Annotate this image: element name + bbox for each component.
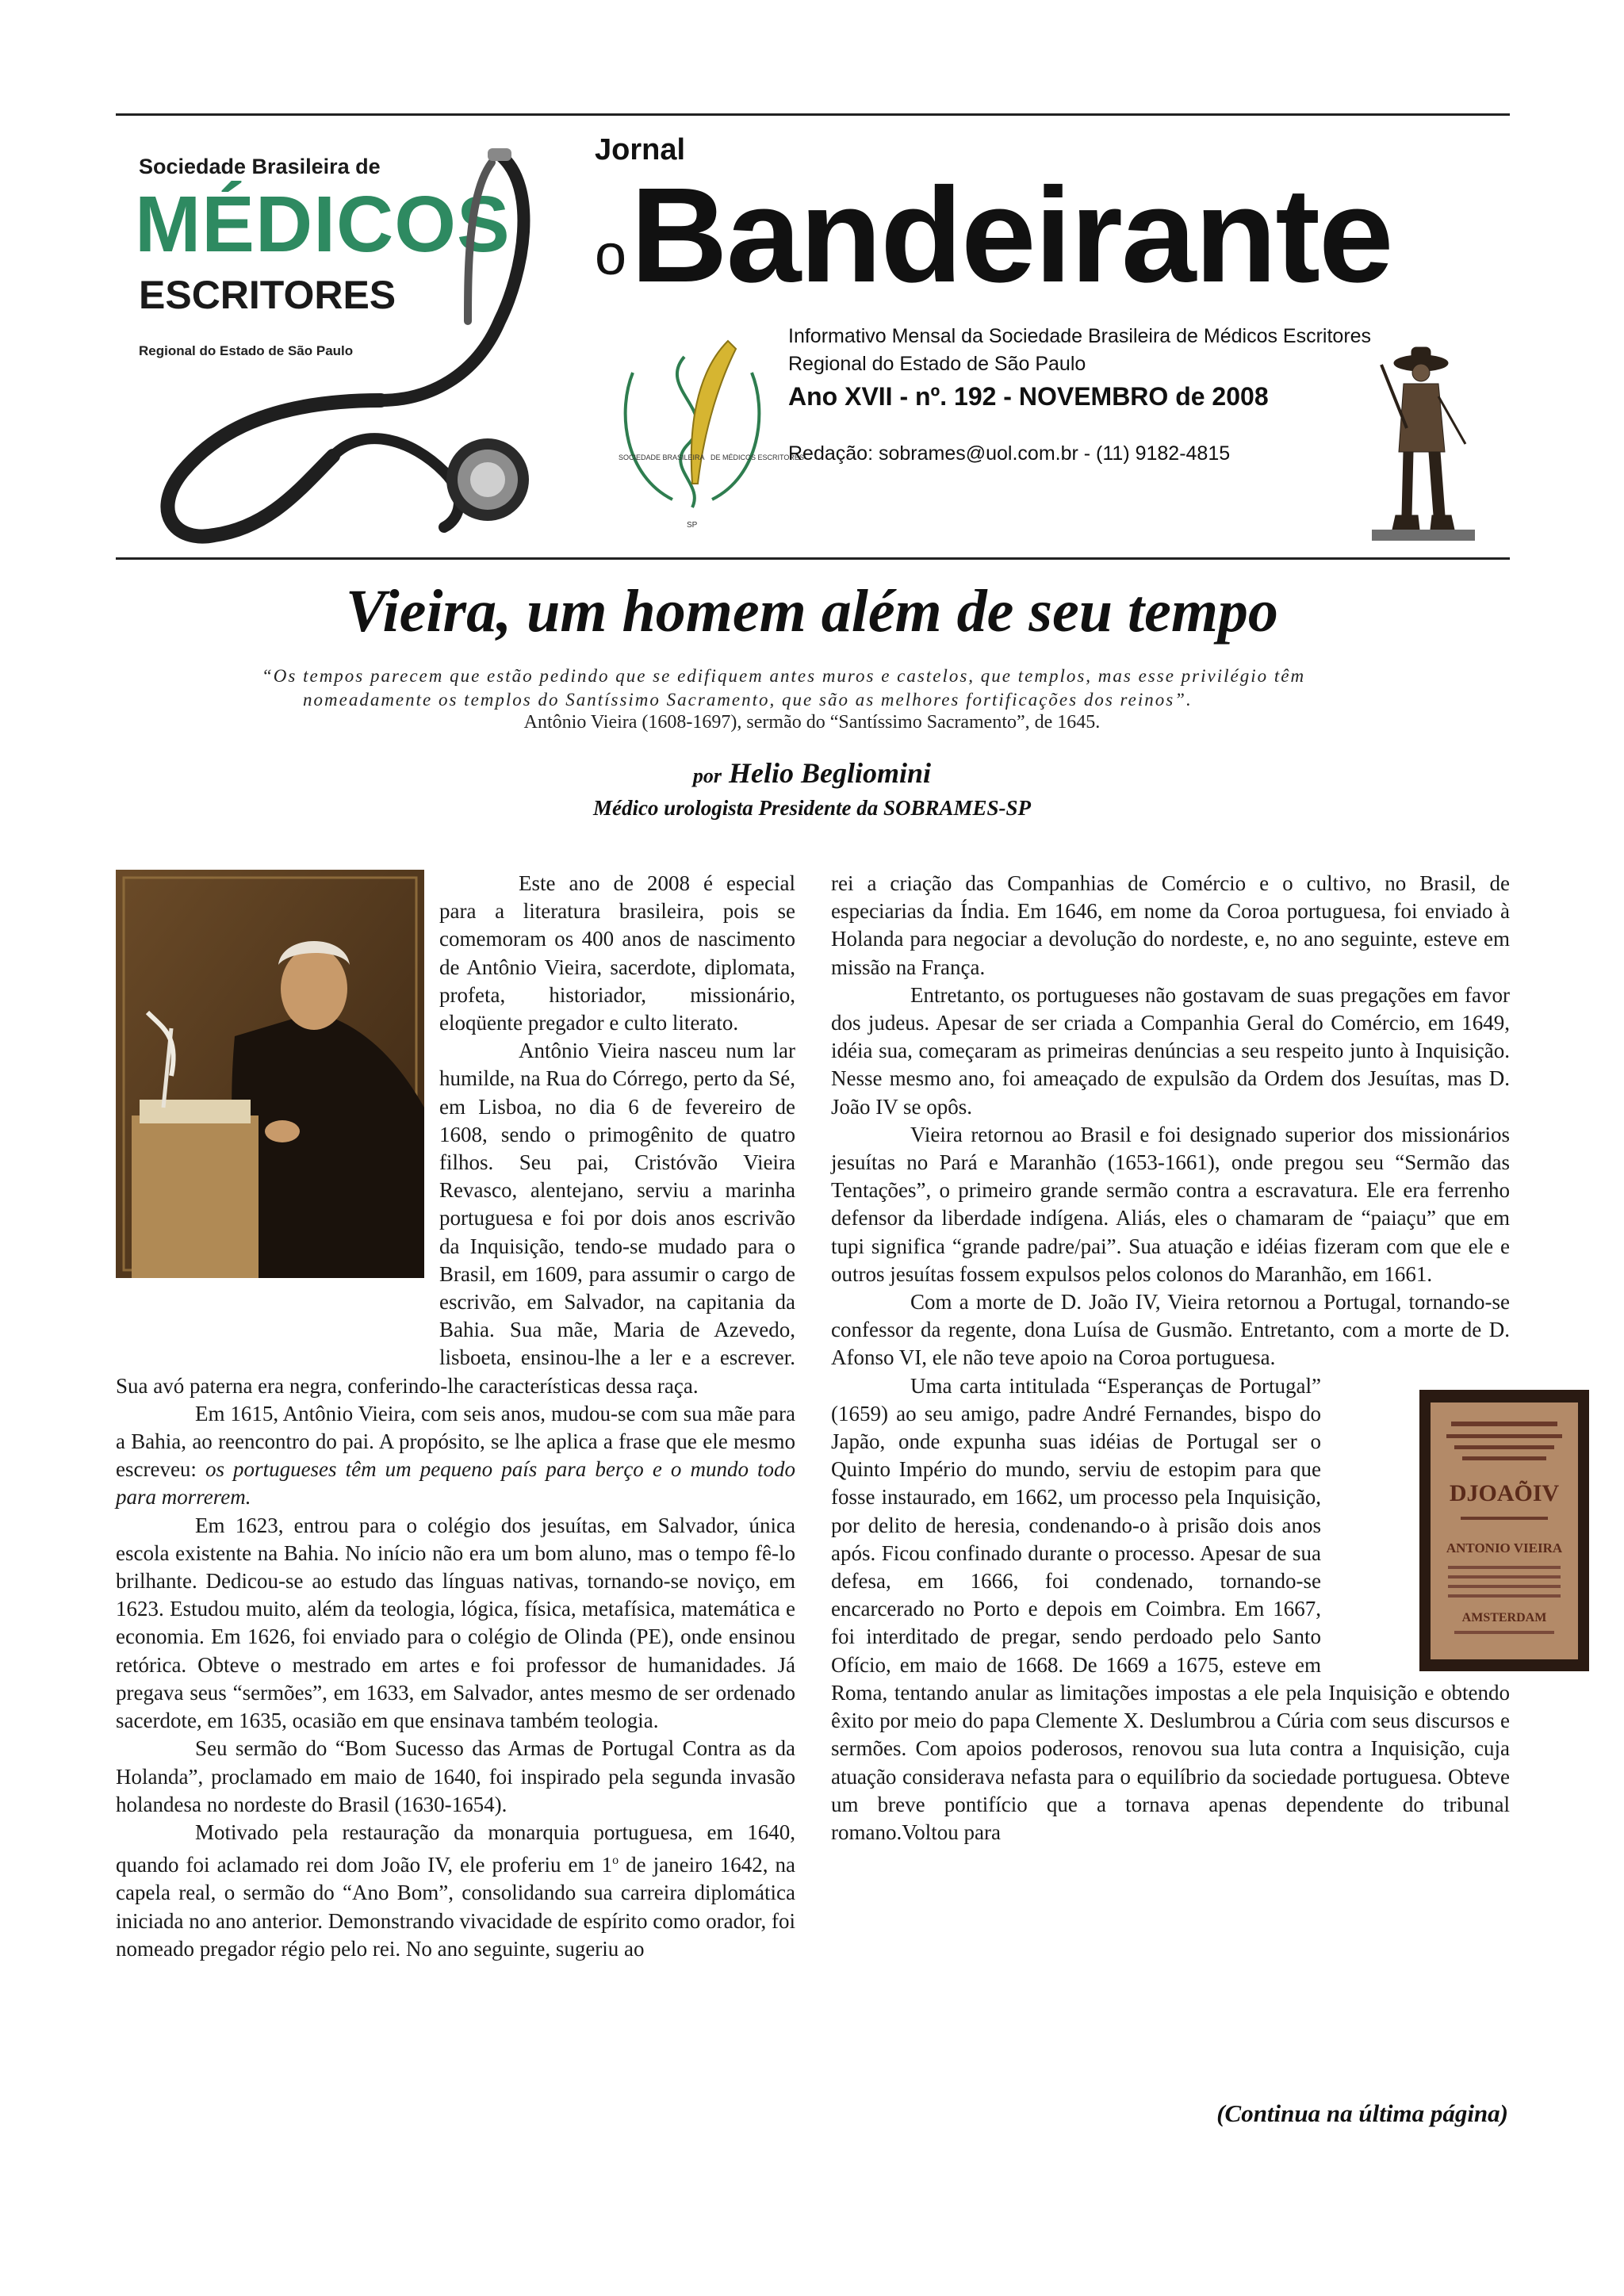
paragraph-6-text-b: de janeiro 1642, na capela real, o sermão do “Ano Bom”, consolidando sua carreira diplomática iniciada no ano anterior. Demonstrando vivacidade de espírito como orador, foi nomeado pregador régio pelo rei. No ano seguinte, sugeriu ao [116,1853,795,1961]
byline-por: por [692,764,722,787]
paragraph-4: Em 1623, entrou para o colégio dos jesuítas, em Salvador, única escola existente na Bahia. No início não era um bom aluno, mas o tempo fê-lo brilhante. Dedicou-se ao estudo das línguas nativas, tornando-se noviço, em 1623. Estudou muito, além da teologia, lógica, física, metafísica, matemática e economia. Em 1626, foi enviado para o colégio de Olinda (PE), onde ensinou retórica. Obteve o mestrado em artes e foi professor de humanidades. Já pregava seus “sermões”, em 1633, em Salvador, antes mesmo de ser ordenado sacerdote, em 1635, ocasião em que ensinava também teologia. [116,1513,795,1733]
article-column-right [831,870,1563,1846]
book-title-text: DJOAÕIV [1449,1479,1560,1506]
epigraph-line-2: nomeadamente os templos do Santíssimo Sacramento, que são as melhores fortificações dos reinos”. [303,690,1193,710]
byline [0,756,1624,790]
newspaper-title: Bandeirante [630,160,1392,311]
book-author-text: ANTONIO VIEIRA [1446,1540,1563,1556]
seal-left-text: SOCIEDADE BRASILEIRA [619,453,705,461]
book-imprint-text: AMSTERDAM [1461,1610,1547,1624]
stethoscope-icon [127,139,571,551]
paragraph-8: Entretanto, os portugueses não gostavam de suas pregações em favor dos judeus. Apesar de ser criada a Companhia Geral do Comércio, em 1649, idéia sua, começaram as primeiras denúncias a seu respeito junto à Inquisição. Nesse mesmo ano, foi ameaçado de expulsão da Ordem dos Jesuítas, mas D. João IV se opôs. [831,982,1510,1119]
epigraph-line-1: “Os tempos parecem que estão pedindo que se edifiquem antes muros e castelos, que templos, mas esse privilégio têm [262,666,1306,686]
article-headline: Vieira, um homem além de seu tempo [346,578,1278,645]
logo-society-text: Sociedade Brasileira de [139,155,381,178]
book-cover-image [1419,1390,1589,1671]
logo-regional-text: Regional do Estado de São Paulo [139,343,354,358]
logo-escritores-text: ESCRITORES [139,273,396,317]
paragraph-6-text-a: Motivado pela restauração da monarquia portuguesa, em 1640, quando foi aclamado rei dom João IV, ele proferiu em 1 [116,1820,795,1877]
info-line-2: Regional do Estado de São Paulo [788,353,1086,375]
paragraph-7: rei a criação das Companhias de Comércio e o cultivo, no Brasil, de especiarias da Índia. Em 1646, em nome da Coroa portuguesa, foi enviado à Holanda para negociar a devolução do nordeste, e, no ano seguinte, esteve em missão na França. [831,871,1510,979]
info-line-1: Informativo Mensal da Sociedade Brasileira de Médicos Escritores [788,325,1372,347]
paragraph-11-text: Uma carta intitulada “Esperanças de Portugal” (1659) ao seu amigo, padre André Fernandes, bispo do Japão, onde expunha suas idéias de Portugal ser o Quinto Império do mundo, serviu de estopim para que fosse instaurado, em 1662, um processo pela Inquisição, por delito de heresia, condenando-o à prisão dois anos após. Ficou confinado durante o processo. Apesar de sua defesa, em 1666, foi condenado, tornando-se encarcerado no Porto e depois em Coimbra. Em 1667, foi interditado de pregar, sendo perdoado pelo Santo Ofício, em maio de 1668. De 1669 a 1675, esteve em Roma, tentando anular as limitações impostas a ele pela Inquisição e obtendo êxito por meio do papa Clemente X. Deslumbrou a Cúria com seus discursos e sermões. Com apoios poderosos, renovou sua luta contra a Inquisição, cuja atuação considerava nefasta para o equilíbrio da sociedade portuguesa. Obteve um breve pontifício que a tornava apenas dependente do tribunal romano.Voltou para [831,1373,1510,1844]
paragraph-3 [116,1400,795,1512]
portrait-figure [116,870,424,1349]
paragraph-3-quote: os portugueses têm um pequeno país para berço e o mundo todo para morrerem. [116,1457,795,1510]
top-rule [116,113,1510,116]
author-credit: Médico urologista Presidente da SOBRAMES-SP [592,796,1032,820]
contact-line: Redação: sobrames@uol.com.br - (11) 9182-4815 [788,442,1231,465]
paragraph-9: Vieira retornou ao Brasil e foi designado superior dos missionários jesuítas no Pará e Maranhão (1653-1661), onde pregou seu “Sermão das Tentações”, o primeiro grande sermão contra a escravatura. Ele era ferrenho defensor da liberdade indígena. Aliás, eles o chamaram de “paiaçu” que em tupi significa “grande padre/pai”. Sua atuação e idéias fizeram com que ele e outros jesuítas fossem expulsos pelos colonos do Maranhão, em 1661. [831,1122,1510,1286]
bandeirante-figure-icon [1372,333,1475,547]
seal-bottom-text: SP [687,521,698,530]
jornal-label: Jornal [595,133,686,166]
paragraph-10: Com a morte de D. João IV, Vieira retornou a Portugal, tornando-se confessor da regente, dona Luísa de Gusmão. Entretanto, com a morte de D. Afonso VI, ele não teve apoio na Coroa portuguesa. [831,1290,1510,1370]
paragraph-3-text: Em 1615, Antônio Vieira, com seis anos, mudou-se com sua mãe para a Bahia, ao reencontro do pai. A propósito, se lhe aplica a frase que ele mesmo escreveu: [116,1401,795,1482]
article-column-left [116,870,795,1963]
continued-note: (Continua na última página) [1216,2099,1508,2127]
sobrames-logo [127,139,571,551]
logo-medicos-text: MÉDICOS [135,180,511,269]
paragraph-6 [116,1819,795,1963]
paragraph-11 [831,1372,1563,1846]
byline-author: Helio Begliomini [729,757,932,789]
epigraph-source: Antônio Vieira (1608-1697), sermão do “Santíssimo Sacramento”, de 1645. [523,712,1101,733]
paragraph-5: Seu sermão do “Bom Sucesso das Armas de Portugal Contra as da Holanda”, proclamado em maio de 1640, foi inspirado pela segunda invasão holandesa no nordeste do Brasil (1630-1654). [116,1736,795,1816]
paragraph-6-sup: o [612,1854,619,1868]
epigraph [262,664,1467,712]
book-cover-figure [1340,1390,1563,1671]
paragraph-1: Este ano de 2008 é especial para a literatura brasileira, pois se comemoram os 400 anos de nascimento de Antônio Vieira, sacerdote, diplomata, profeta, historiador, missionário, eloqüente pregador e culto literato. [439,871,795,1035]
edition-line: Ano XVII - nº. 192 - NOVEMBRO de 2008 [788,382,1269,411]
seal-right-text: DE MÉDICOS ESCRITORES [710,453,804,461]
sobrames-seal-icon [609,325,804,539]
paragraph-2: Antônio Vieira nasceu num lar humilde, na Rua do Córrego, perto da Sé, em Lisboa, no dia 6 de fevereiro de 1608, sendo o primogênito de quatro filhos. Seu pai, Cristóvão Vieira Revasco, alentejano, serviu a marinha portuguesa e foi por dois anos escrivão da Inquisição, tendo-se mudado para o Brasil, em 1609, para assumir o cargo de escrivão, em Salvador, na capitania da Bahia. Sua mãe, Maria de Azevedo, lisboeta, ensinou-lhe a ler e a escrever. Sua avó paterna era negra, conferindo-lhe características dessa raça. [116,1039,795,1398]
vieira-portrait-image [116,870,424,1278]
masthead-rule [116,557,1510,560]
title-article-o: o [595,224,627,287]
